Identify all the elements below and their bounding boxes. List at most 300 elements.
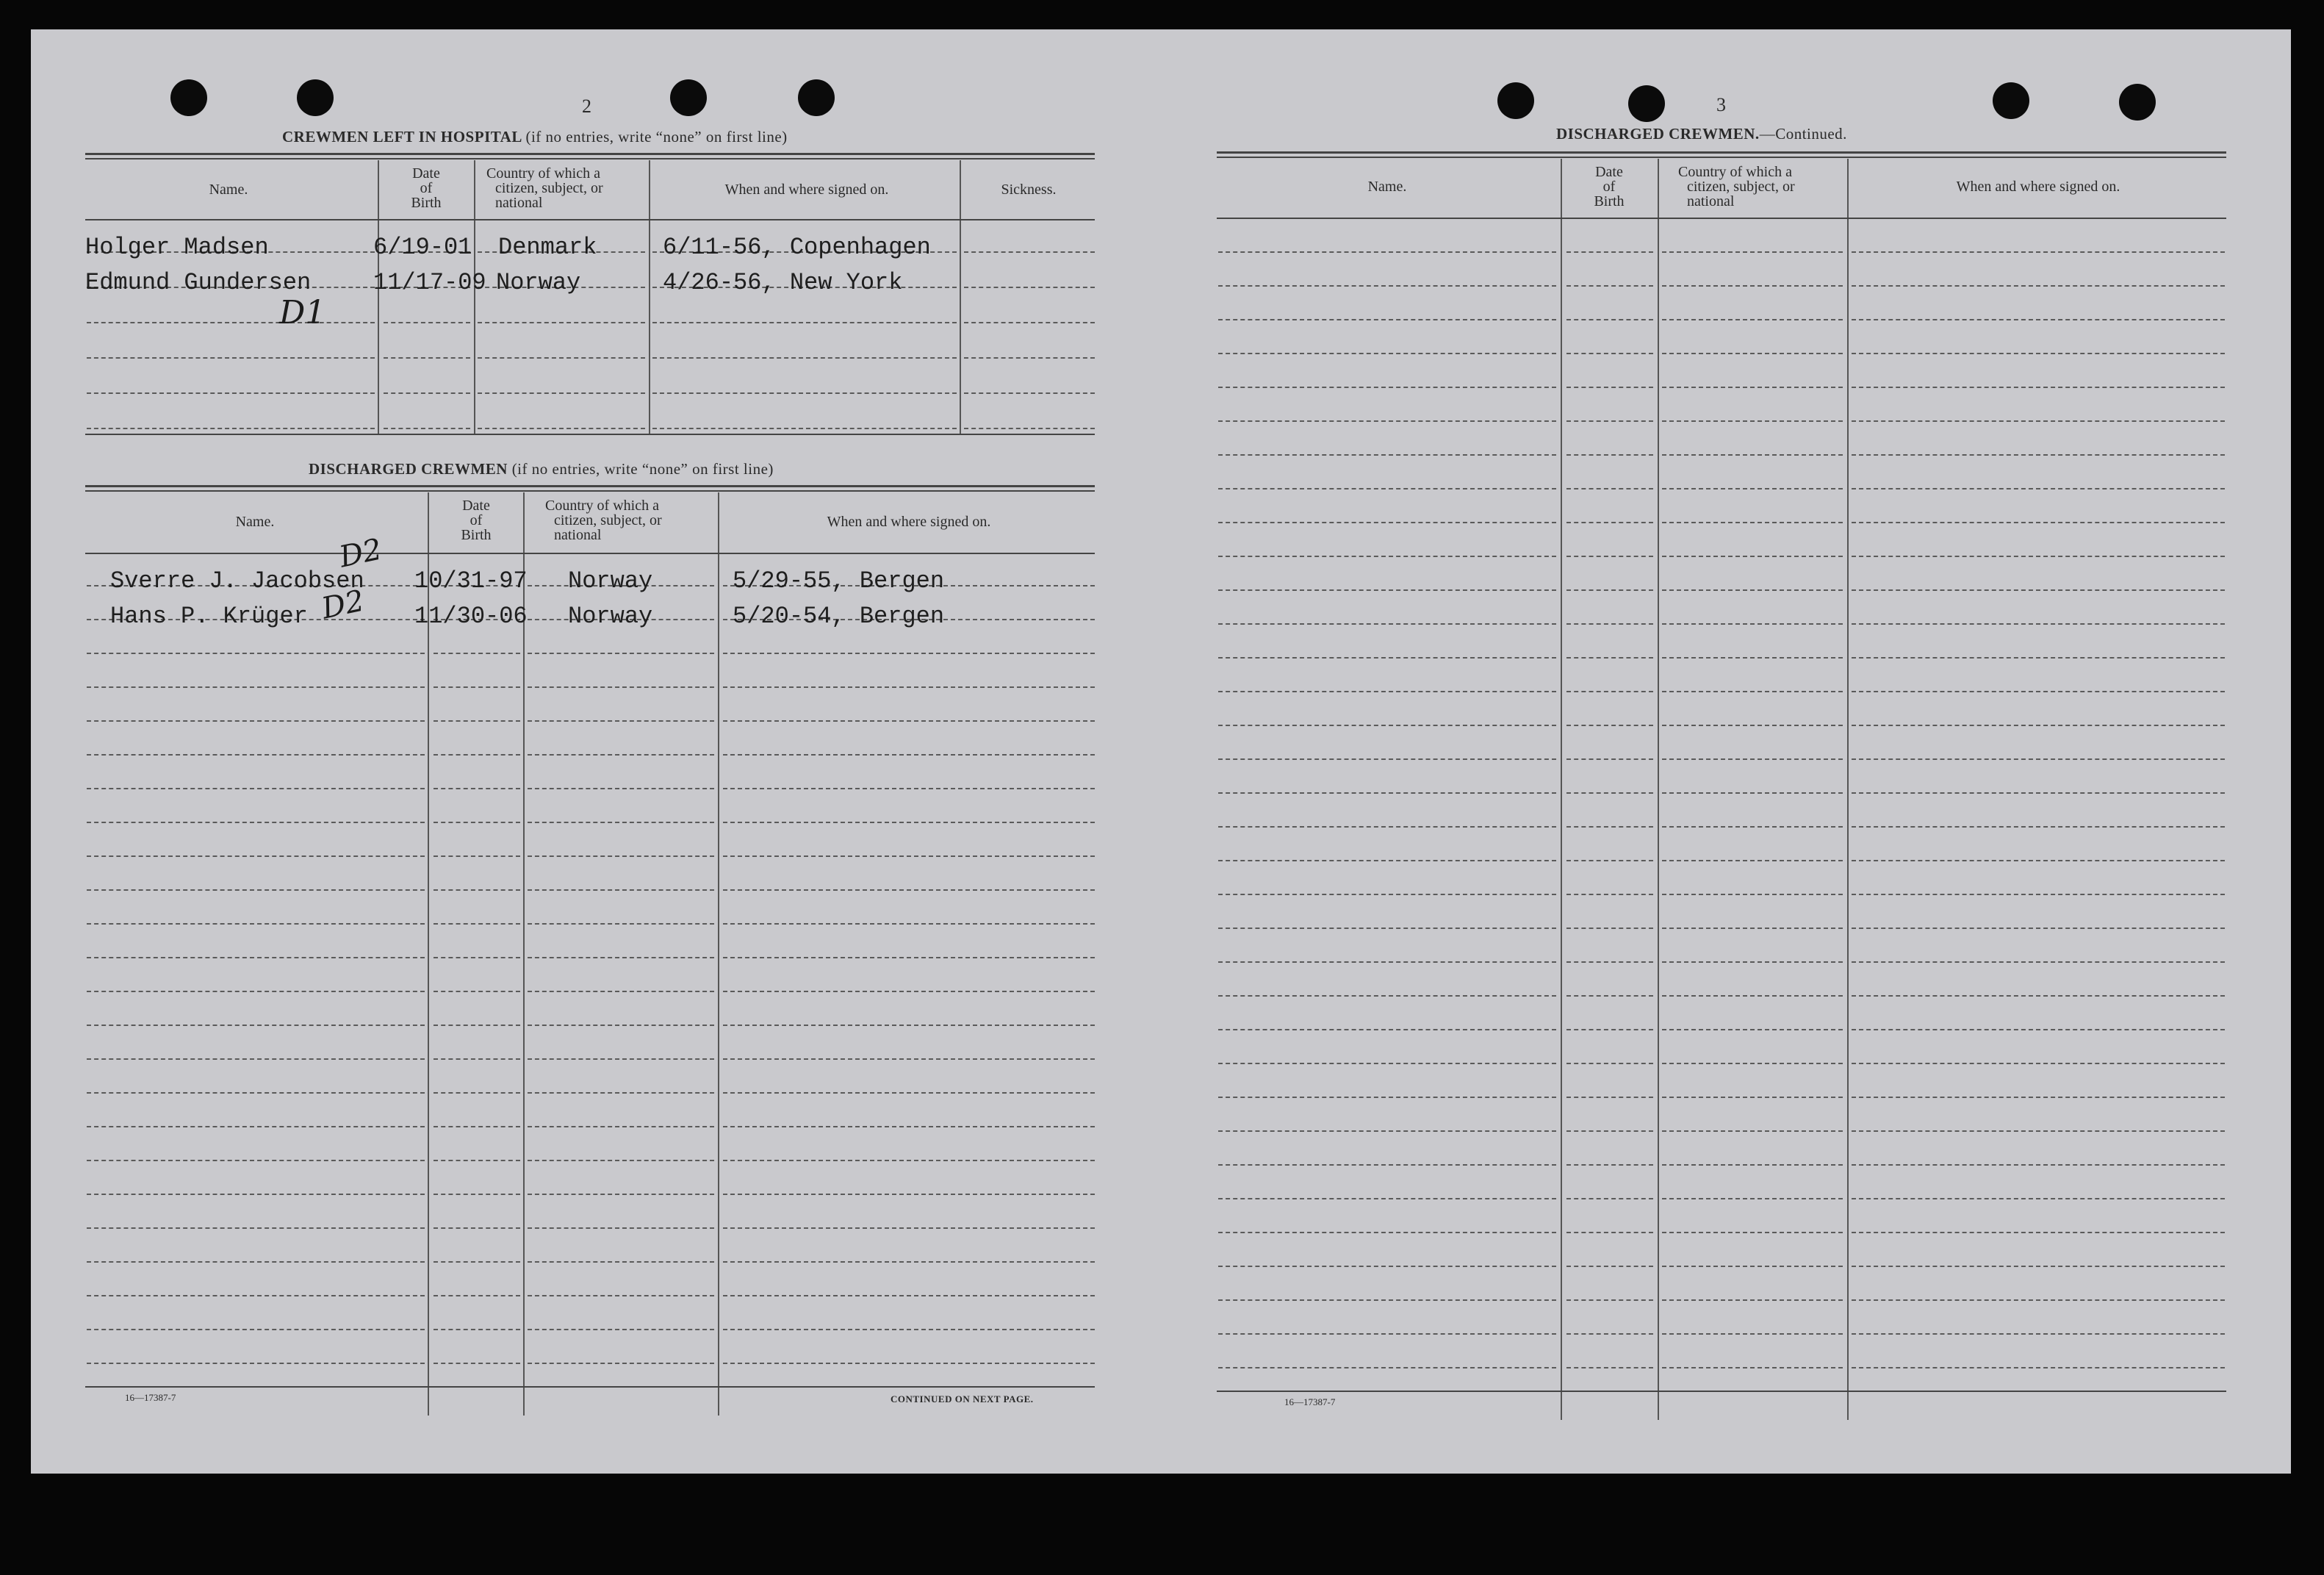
ruled-line [964, 322, 1095, 323]
crewman-signed-on: 5/29-55, Bergen [733, 567, 945, 595]
crewman-dob: 11/17-09 [373, 269, 486, 296]
ruled-line [652, 392, 957, 394]
ruled-line [528, 1160, 714, 1161]
ruled-line [1852, 1232, 2225, 1233]
ruled-line [1566, 826, 1653, 828]
ruled-line [478, 357, 645, 359]
ruled-line [1852, 1299, 2225, 1301]
continued-col-country-header: Country of which a citizen, subject, or national [1678, 164, 1795, 209]
crewman-name: Sverre J. Jacobsen [110, 567, 364, 595]
ruled-line [478, 392, 645, 394]
ruled-line [1566, 1063, 1653, 1064]
crewman-country: Norway [496, 269, 581, 296]
ruled-line [1566, 556, 1653, 557]
ruled-line [1566, 251, 1653, 253]
ruled-line [528, 1261, 714, 1263]
form-number: 16—17387-7 [1284, 1396, 1336, 1407]
ruled-line [1662, 657, 1843, 659]
ruled-line [1218, 691, 1556, 692]
discharged-column-divider [718, 492, 719, 1416]
ruled-line [723, 1295, 1095, 1296]
ruled-line [652, 428, 957, 429]
ruled-line [1218, 657, 1556, 659]
page-number: 3 [1716, 94, 1726, 115]
continued-column-divider [1561, 159, 1562, 1420]
ruled-line [1218, 961, 1556, 963]
ruled-line [528, 1025, 714, 1026]
ruled-line [1566, 1029, 1653, 1030]
ruled-line [1566, 454, 1653, 456]
discharged-col-country-header: Country of which a citizen, subject, or national [545, 498, 662, 543]
ruled-line [1852, 1266, 2225, 1267]
ruled-line [87, 991, 425, 992]
discharged-column-divider [523, 492, 525, 1416]
ruled-line [1662, 1367, 1843, 1368]
crewman-country: Norway [568, 603, 653, 630]
ruled-line [1852, 353, 2225, 354]
hospital-top-rule [85, 158, 1095, 159]
discharged-column-divider [428, 492, 429, 1416]
ruled-line [1218, 928, 1556, 929]
ruled-line [1662, 387, 1843, 388]
continued-header-rule [1217, 218, 2226, 219]
ruled-line [528, 754, 714, 756]
hospital-top-rule [85, 153, 1095, 155]
continued-col-name-header: Name. [1367, 179, 1407, 195]
ruled-line [1852, 758, 2225, 760]
crewman-dob: 6/19-01 [373, 234, 472, 261]
ruled-line [1662, 251, 1843, 253]
ruled-line [723, 957, 1095, 958]
ruled-line [1218, 623, 1556, 625]
ruled-line [723, 1025, 1095, 1026]
ruled-line [1566, 1232, 1653, 1233]
ruled-line [1218, 1266, 1556, 1267]
ruled-line [528, 889, 714, 891]
ruled-line [964, 392, 1095, 394]
hospital-column-divider [378, 160, 379, 434]
ruled-line [87, 1092, 425, 1094]
ruled-line [433, 788, 520, 789]
ruled-line [1662, 1299, 1843, 1301]
ruled-line [433, 855, 520, 857]
ruled-line [1662, 826, 1843, 828]
ruled-line [1218, 995, 1556, 997]
continued-top-rule [1217, 157, 2226, 158]
ruled-line [1218, 353, 1556, 354]
ruled-line [1662, 792, 1843, 794]
ruled-line [528, 957, 714, 958]
ruled-line [528, 1227, 714, 1229]
ruled-line [1662, 1198, 1843, 1199]
ruled-line [433, 720, 520, 722]
ruled-line [87, 392, 375, 394]
ruled-line [1566, 758, 1653, 760]
ruled-line [723, 653, 1095, 654]
ruled-line [723, 720, 1095, 722]
ruled-line [1852, 1198, 2225, 1199]
ruled-line [87, 653, 425, 654]
ruled-line [384, 392, 470, 394]
ruled-line [1566, 522, 1653, 523]
ruled-line [1662, 1130, 1843, 1132]
ruled-line [1218, 589, 1556, 591]
ruled-line [1852, 522, 2225, 523]
ruled-line [87, 923, 425, 925]
continued-top-rule [1217, 151, 2226, 154]
ruled-line [1218, 725, 1556, 726]
ruled-line [1852, 928, 2225, 929]
ruled-line [1218, 1029, 1556, 1030]
crewman-name: Hans P. Krüger [110, 603, 308, 630]
ruled-line [87, 788, 425, 789]
ruled-line [1852, 1029, 2225, 1030]
ruled-line [1662, 623, 1843, 625]
ruled-line [1218, 522, 1556, 523]
hospital-col-sickness-header: Sickness. [1001, 182, 1057, 198]
ruled-line [1566, 1164, 1653, 1166]
ruled-line [1218, 1063, 1556, 1064]
crewman-country: Denmark [498, 234, 597, 261]
ruled-line [87, 889, 425, 891]
ruled-line [723, 1261, 1095, 1263]
ruled-line [723, 1194, 1095, 1195]
ruled-line [723, 1227, 1095, 1229]
ruled-line [1852, 961, 2225, 963]
ruled-line [87, 1058, 425, 1060]
ruled-line [964, 428, 1095, 429]
ruled-line [1852, 285, 2225, 287]
ruled-line [433, 1194, 520, 1195]
discharged-top-rule [85, 490, 1095, 492]
ruled-line [1662, 319, 1843, 320]
ruled-line [384, 322, 470, 323]
hospital-header-rule [85, 219, 1095, 220]
ruled-line [1566, 1367, 1653, 1368]
ruled-line [723, 1126, 1095, 1127]
ruled-line [87, 1261, 425, 1263]
ruled-line [433, 754, 520, 756]
ruled-line [1852, 251, 2225, 253]
crewman-name: Edmund Gundersen [85, 269, 312, 296]
ruled-line [1566, 860, 1653, 861]
ruled-line [1218, 860, 1556, 861]
crewman-dob: 10/31-97 [414, 567, 528, 595]
ruled-line [528, 653, 714, 654]
ruled-line [87, 1025, 425, 1026]
left-page [31, 29, 1161, 1474]
ruled-line [1852, 995, 2225, 997]
ruled-line [1218, 420, 1556, 422]
ruled-line [1852, 1164, 2225, 1166]
ruled-line [1662, 589, 1843, 591]
ruled-line [1852, 826, 2225, 828]
ruled-line [1852, 1130, 2225, 1132]
hospital-col-country-header: Country of which a citizen, subject, or national [486, 165, 603, 211]
ruled-line [478, 428, 645, 429]
ruled-line [87, 1160, 425, 1161]
handwritten-annotation: D2 [318, 584, 367, 626]
discharged-col-name-header: Name. [235, 514, 275, 530]
ruled-line [1218, 285, 1556, 287]
ruled-line [528, 686, 714, 688]
discharged-header-rule [85, 553, 1095, 554]
ruled-line [1566, 1266, 1653, 1267]
ruled-line [528, 1092, 714, 1094]
ruled-line [1566, 285, 1653, 287]
ruled-line [433, 686, 520, 688]
ruled-line [1218, 556, 1556, 557]
hospital-section-title: CREWMEN LEFT IN HOSPITAL (if no entries, write “none” on first line) [282, 128, 788, 146]
ruled-line [1662, 488, 1843, 489]
ruled-line [1662, 1232, 1843, 1233]
ruled-line [478, 322, 645, 323]
ruled-line [723, 923, 1095, 925]
ruled-line [1218, 1299, 1556, 1301]
ruled-line [1662, 454, 1843, 456]
ruled-line [1852, 792, 2225, 794]
ruled-line [723, 788, 1095, 789]
ruled-line [87, 822, 425, 823]
ruled-line [1218, 1164, 1556, 1166]
ruled-line [1852, 1097, 2225, 1098]
discharged-top-rule [85, 485, 1095, 487]
ruled-line [87, 720, 425, 722]
ruled-line [528, 822, 714, 823]
ruled-line [528, 1295, 714, 1296]
ruled-line [433, 653, 520, 654]
ruled-line [1852, 860, 2225, 861]
hospital-column-divider [649, 160, 650, 434]
ruled-line [433, 1295, 520, 1296]
crewman-dob: 11/30-06 [414, 603, 528, 630]
ruled-line [87, 1295, 425, 1296]
ruled-line [1566, 488, 1653, 489]
ruled-line [87, 1194, 425, 1195]
ruled-line [1566, 589, 1653, 591]
ruled-line [1852, 1367, 2225, 1368]
ruled-line [87, 754, 425, 756]
ruled-line [1566, 894, 1653, 895]
ruled-line [1662, 725, 1843, 726]
ruled-line [1566, 995, 1653, 997]
ruled-line [87, 686, 425, 688]
ruled-line [1852, 691, 2225, 692]
ruled-line [1566, 420, 1653, 422]
ruled-line [1852, 488, 2225, 489]
ruled-line [1218, 488, 1556, 489]
ruled-line [87, 322, 375, 323]
ruled-line [433, 1025, 520, 1026]
ruled-line [1852, 1333, 2225, 1335]
ruled-line [723, 754, 1095, 756]
ruled-line [528, 788, 714, 789]
ruled-line [87, 357, 375, 359]
discharged-section-title: DISCHARGED CREWMEN (if no entries, write “none” on first line) [309, 460, 774, 478]
ruled-line [1566, 623, 1653, 625]
ruled-line [652, 357, 957, 359]
handwritten-annotation: D2 [336, 532, 385, 575]
ruled-line [528, 720, 714, 722]
ruled-line [723, 1092, 1095, 1094]
crewman-name: Holger Madsen [85, 234, 269, 261]
hospital-bottom-rule [85, 434, 1095, 435]
ruled-line [528, 855, 714, 857]
ruled-line [1662, 1029, 1843, 1030]
crewman-signed-on: 4/26-56, New York [663, 269, 903, 296]
hospital-column-divider [474, 160, 475, 434]
ruled-line [1852, 319, 2225, 320]
ruled-line [1218, 454, 1556, 456]
ruled-line [1566, 1130, 1653, 1132]
ruled-line [723, 889, 1095, 891]
ruled-line [723, 1363, 1095, 1364]
ruled-line [1566, 1097, 1653, 1098]
ruled-line [1662, 353, 1843, 354]
ruled-line [433, 889, 520, 891]
ruled-line [1218, 1232, 1556, 1233]
ruled-line [87, 957, 425, 958]
ruled-line [528, 991, 714, 992]
ruled-line [1218, 251, 1556, 253]
ruled-line [528, 1194, 714, 1195]
crewman-signed-on: 6/11-56, Copenhagen [663, 234, 931, 261]
ruled-line [1852, 623, 2225, 625]
ruled-line [433, 1363, 520, 1364]
ruled-line [1566, 792, 1653, 794]
ruled-line [1218, 1130, 1556, 1132]
hospital-col-dob-header: Date of Birth [411, 165, 442, 211]
ruled-line [433, 1227, 520, 1229]
crewman-country: Norway [568, 567, 653, 595]
ruled-line [87, 1363, 425, 1364]
ruled-line [433, 991, 520, 992]
ruled-line [1218, 1367, 1556, 1368]
ruled-line [433, 1058, 520, 1060]
ruled-line [723, 1160, 1095, 1161]
discharged-col-dob-header: Date of Birth [461, 498, 492, 543]
ruled-line [1852, 454, 2225, 456]
ruled-line [528, 1329, 714, 1330]
ruled-line [1566, 928, 1653, 929]
ruled-line [1662, 961, 1843, 963]
ruled-line [1566, 1198, 1653, 1199]
ruled-line [1662, 928, 1843, 929]
ruled-line [1662, 522, 1843, 523]
ruled-line [723, 855, 1095, 857]
ruled-line [1662, 860, 1843, 861]
right-page [1161, 29, 2291, 1474]
ruled-line [1566, 961, 1653, 963]
document-scan [31, 29, 2291, 1474]
discharged-col-signed-header: When and where signed on. [827, 514, 991, 530]
ruled-line [433, 957, 520, 958]
ruled-line [1852, 589, 2225, 591]
ruled-line [433, 923, 520, 925]
ruled-line [723, 1058, 1095, 1060]
ruled-line [1218, 1333, 1556, 1335]
ruled-line [723, 991, 1095, 992]
ruled-line [1852, 420, 2225, 422]
ruled-line [723, 822, 1095, 823]
ruled-line [964, 287, 1095, 288]
ruled-line [1662, 758, 1843, 760]
hospital-col-signed-header: When and where signed on. [724, 182, 889, 198]
ruled-line [1852, 725, 2225, 726]
ruled-line [87, 428, 375, 429]
ruled-line [1566, 725, 1653, 726]
ruled-line [87, 1227, 425, 1229]
form-number: 16—17387-7 [125, 1392, 176, 1403]
ruled-line [384, 357, 470, 359]
ruled-line [528, 923, 714, 925]
ruled-line [384, 428, 470, 429]
ruled-line [1852, 894, 2225, 895]
ruled-line [433, 1261, 520, 1263]
handwritten-annotation: D1 [279, 294, 326, 331]
ruled-line [528, 1126, 714, 1127]
continued-col-signed-header: When and where signed on. [1956, 179, 2120, 195]
ruled-line [1662, 1097, 1843, 1098]
ruled-line [1662, 1333, 1843, 1335]
continued-bottom-rule [1217, 1391, 2226, 1392]
ruled-line [433, 1126, 520, 1127]
hospital-col-name-header: Name. [209, 182, 248, 198]
ruled-line [1852, 1063, 2225, 1064]
continued-note: CONTINUED ON NEXT PAGE. [891, 1393, 1034, 1404]
ruled-line [528, 1058, 714, 1060]
ruled-line [1662, 420, 1843, 422]
ruled-line [1218, 792, 1556, 794]
ruled-line [723, 686, 1095, 688]
ruled-line [723, 1329, 1095, 1330]
page-number: 2 [582, 96, 591, 117]
ruled-line [1852, 387, 2225, 388]
ruled-line [1218, 387, 1556, 388]
ruled-line [1566, 387, 1653, 388]
ruled-line [1218, 826, 1556, 828]
ruled-line [1218, 319, 1556, 320]
ruled-line [87, 855, 425, 857]
ruled-line [1566, 1333, 1653, 1335]
ruled-line [1662, 1063, 1843, 1064]
continued-column-divider [1847, 159, 1849, 1420]
ruled-line [1218, 758, 1556, 760]
ruled-line [1218, 1097, 1556, 1098]
ruled-line [652, 322, 957, 323]
ruled-line [1566, 1299, 1653, 1301]
ruled-line [433, 1092, 520, 1094]
ruled-line [1662, 1164, 1843, 1166]
ruled-line [1662, 1266, 1843, 1267]
ruled-line [1218, 894, 1556, 895]
ruled-line [1662, 691, 1843, 692]
ruled-line [1662, 894, 1843, 895]
continued-column-divider [1658, 159, 1659, 1420]
ruled-line [1566, 691, 1653, 692]
ruled-line [433, 1329, 520, 1330]
ruled-line [1662, 285, 1843, 287]
ruled-line [1566, 657, 1653, 659]
continued-col-dob-header: Date of Birth [1594, 164, 1625, 209]
ruled-line [528, 1363, 714, 1364]
crewman-signed-on: 5/20-54, Bergen [733, 603, 945, 630]
ruled-line [1852, 657, 2225, 659]
ruled-line [1218, 1198, 1556, 1199]
hospital-column-divider [960, 160, 961, 434]
ruled-line [433, 822, 520, 823]
discharged-continued-title: DISCHARGED CREWMEN.—Continued. [1556, 125, 1847, 143]
